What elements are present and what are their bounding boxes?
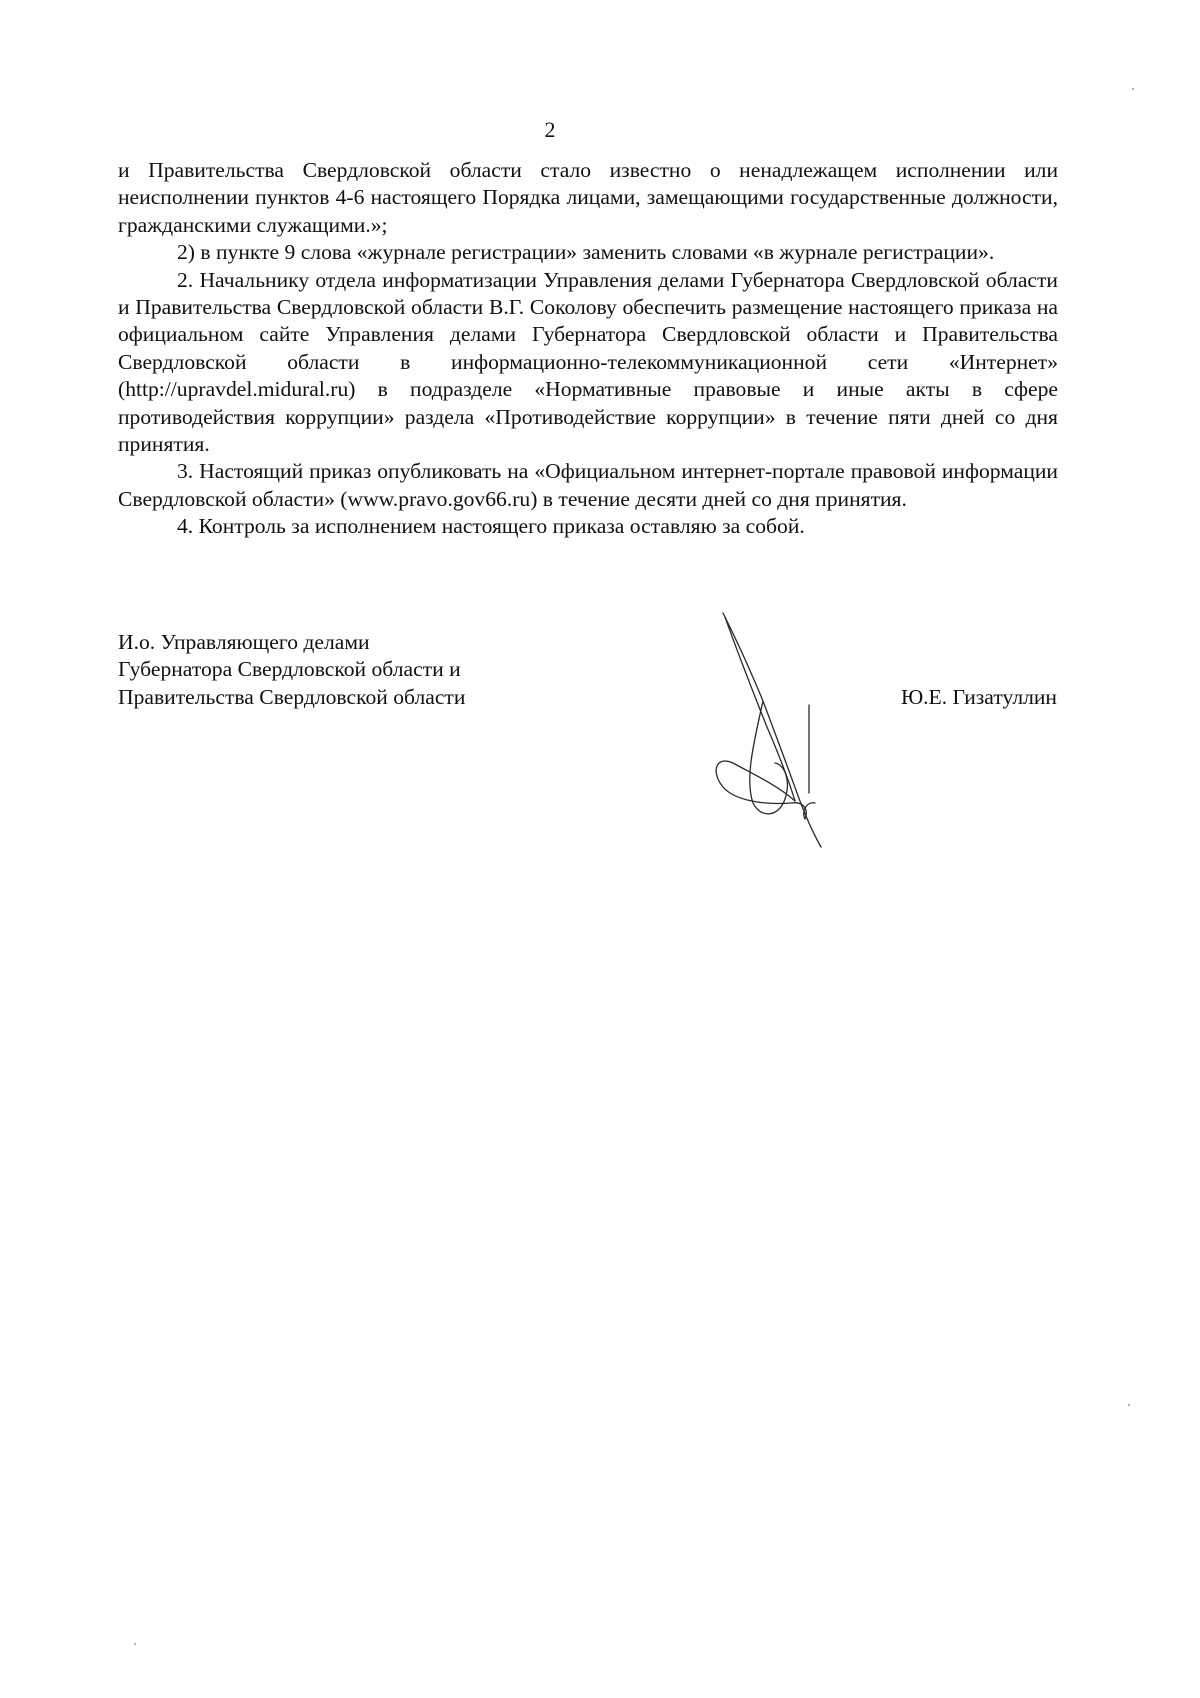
- paragraph-item-3: 3. Настоящий приказ опубликовать на «Официальном интернет-портале правовой информации Свердловской области» (www.pravo.gov66.ru) в течение десяти дней со дня принятия.: [118, 459, 1058, 511]
- signer-name: Ю.Е. Гизатуллин: [900, 685, 1057, 709]
- paragraph-item-2-sub: 2) в пункте 9 слова «журнале регистрации» заменить словами «в журнале регистрации».: [177, 240, 995, 265]
- document-body: [118, 157, 1058, 541]
- paragraph-item-2: 2. Начальнику отдела информатизации Управления делами Губернатора Свердловской области и Правительства Свердловской области В.Г. Соколову обеспечить размещение настоящего приказа на официальном сайте Управления делами Губернатора Свердловской области и Правительства Свердловской области в информационно-телекоммуникационной сети «Интернет» (http://upravdel.midural.ru) в подразделе «Нормативные правовые и иные акты в сфере противодействия коррупции» раздела «Противодействие коррупции» в течение пяти дней со дня принятия.: [118, 267, 1058, 457]
- scan-speck: [1132, 88, 1134, 90]
- paragraph-item-4: 4. Контроль за исполнением настоящего приказа оставляю за собой.: [177, 514, 805, 539]
- signer-position-line: И.о. Управляющего делами: [118, 630, 370, 654]
- signer-position: [118, 629, 465, 711]
- handwritten-signature: [705, 605, 835, 850]
- signer-position-line: Губернатора Свердловской области и: [118, 657, 461, 682]
- scan-speck: [1128, 1404, 1130, 1406]
- page-number: 2: [544, 117, 556, 142]
- paragraph-continuation: и Правительства Свердловской области стало известно о ненадлежащем исполнении или неисполнении пунктов 4-6 настоящего Порядка лицами, замещающими государственные должности, гражданскими служащими.»;: [118, 158, 1058, 237]
- signer-position-line: Правительства Свердловской области: [118, 684, 466, 709]
- scan-speck: [134, 1643, 136, 1645]
